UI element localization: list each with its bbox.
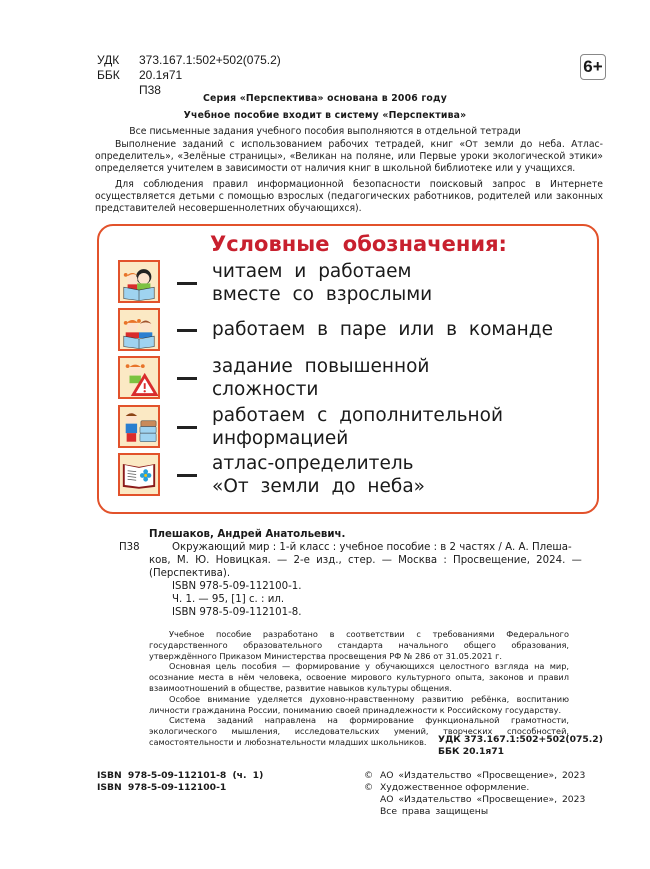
legend-dash [177, 377, 197, 380]
bibliography-line-2: ков, М. Ю. Новицкая. — 2-е изд., стер. — Москва : Просвещение, 2024. — [149, 555, 582, 566]
age-rating-badge [580, 54, 606, 80]
difficult-task-icon [118, 356, 160, 399]
atlas-book-icon [118, 453, 160, 496]
footer-rights: Все права защищены [380, 806, 489, 817]
legend-item-5-line2: «От земли до неба» [212, 476, 425, 497]
footer-copyright-2-line1: Художественное оформление. [380, 782, 530, 793]
legend-item-4-line1: работаем с дополнительной [212, 405, 503, 426]
bibliography-line-1: Окружающий мир : 1-й класс : учебное пособие : в 2 частях / А. А. Плеша- [172, 542, 572, 553]
bbk-label: ББК [97, 68, 120, 82]
udk-value: 373.167.1:502+502(075.2) [139, 53, 281, 67]
bibliography-isbn-full: ISBN 978-5-09-112100-1. [172, 581, 302, 592]
annotation [149, 629, 569, 748]
author-mark: П38 [139, 83, 161, 97]
legend-title: Условные обозначения: [210, 232, 507, 256]
annotation-p3: Особое внимание уделяется духовно-нравственному развитию ребёнка, воспитанию личности гражданина России, пониманию своей принадлежности к Российскому государству. [149, 693, 569, 715]
legend-item-5-text [212, 452, 425, 498]
catalog-codes [97, 53, 281, 98]
legend-item-1-text [212, 260, 432, 306]
legend-item-2-line1: работаем в паре или в команде [212, 319, 553, 340]
legend-item-1-line1: читаем и работаем [212, 261, 412, 282]
udk-label: УДК [97, 53, 120, 67]
bibliography-line-3: (Перспектива). [149, 568, 231, 579]
reading-with-adult-icon [118, 260, 160, 303]
workbooks-note: Выполнение заданий с использованием рабочих тетрадей, книг «От земли до неба. Атлас-определитель», «Зелёные страницы», «Великан на поляне, или Первые уроки экологической этики» определяется учителем в зависимости от наличия книг в школьной библиотеке или у учащихся. [95, 139, 603, 175]
bibliography-author: Плешаков, Андрей Анатольевич. [149, 529, 346, 540]
legend-item-3-text [212, 355, 429, 401]
annotation-p1: Учебное пособие разработано в соответствии с требованиями Федерального государственного образовательного стандарта начального общего образования, утверждённого Приказом Министерства просвещения РФ № 286 от 31.05.2021 г. [149, 629, 569, 661]
copyright-icon: © [364, 770, 374, 781]
bbk-value: 20.1я71 [139, 68, 183, 82]
footer-isbn-1: ISBN 978-5-09-112101-8 (ч. 1) [97, 770, 264, 781]
legend-item-4-text [212, 404, 503, 450]
pair-work-icon [118, 308, 160, 351]
annotation-p2: Основная цель пособия — формирование у обучающихся целостного взгляда на мир, осознание места в нём человека, освоение мирового культурного опыта, законов и правил взаимоотношений в обществе, развитие навыков культуры общения. [149, 661, 569, 693]
annotation-p4: Система заданий направлена на формирование функциональной грамотности, экологического мышления, исследовательских умений, творческих способностей, самостоятельности и любознательности младших школьников. [149, 715, 569, 747]
legend-dash [177, 282, 197, 285]
legend-item-2-text [212, 318, 553, 341]
footer-copyright-2-line2: АО «Издательство «Просвещение», 2023 [380, 794, 586, 805]
series-line-2: Учебное пособие входит в систему «Перспектива» [183, 110, 467, 121]
copyright-icon: © [364, 782, 374, 793]
legend-item-4-line2: информацией [212, 428, 349, 449]
extra-info-icon [118, 405, 160, 448]
series-line-1: Серия «Перспектива» основана в 2006 году [203, 93, 447, 104]
bibliography-mark: П38 [119, 542, 140, 553]
age-rating-text: 6+ [583, 57, 603, 76]
legend-dash [177, 329, 197, 332]
internet-safety-note: Для соблюдения правил информационной безопасности поисковый запрос в Интернете осуществляется детьми с помощью взрослых (педагогических работников, родителей или законных представителей несовершеннолетних обучающихся). [95, 179, 603, 215]
legend-dash [177, 426, 197, 429]
footer-udk: УДК 373.167.1:502+502(075.2) [438, 734, 603, 745]
footer-isbn-2: ISBN 978-5-09-112100-1 [97, 782, 227, 793]
bibliography-pages: Ч. 1. — 95, [1] с. : ил. [172, 594, 285, 605]
written-tasks-note: Все письменные задания учебного пособия выполняются в отдельной тетради [129, 126, 521, 137]
legend-item-5-line1: атлас-определитель [212, 453, 414, 474]
legend-item-3-line1: задание повышенной [212, 356, 430, 377]
legend-item-3-line2: сложности [212, 379, 319, 400]
legend-item-1-line2: вместе со взрослыми [212, 284, 433, 305]
bibliography-isbn-part: ISBN 978-5-09-112101-8. [172, 607, 302, 618]
legend-dash [177, 474, 197, 477]
footer-copyright-1: АО «Издательство «Просвещение», 2023 [380, 770, 586, 781]
footer-bbk: ББК 20.1я71 [438, 746, 505, 757]
